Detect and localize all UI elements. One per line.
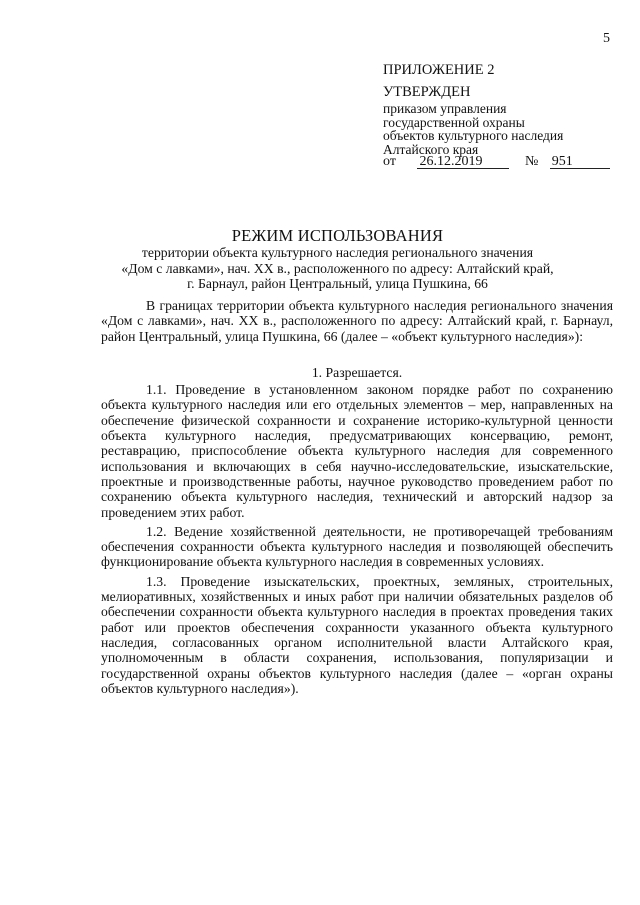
order-number: 951 (550, 155, 610, 169)
approval-line: государственной охраны (383, 114, 525, 130)
approval-line: приказом управления (383, 101, 507, 116)
document-title-block (60, 227, 615, 292)
list-item: 1.2. Ведение хозяйственной деятельности, не противоречащей требованиям обеспечения сохранности объекта культурного наследия и позволяющей обеспечить функционирование объекта культурного наследия в современных условиях. (101, 523, 613, 570)
list-item: 1.1. Проведение в установленном законом порядке работ по сохранению объекта культурного наследия или его отдельных элементов – мер, направленных на обеспечение физической сохранности и сохранение историко-культурной ценности объекта культурного наследия, предусматривающих консервацию, ремонт, реставрацию, приспособление объекта культурного наследия для современного использования и включающих в себя научно-исследовательские, изыскательские, проектные и производственные работы, научное руководство проведением работ по сохранению объекта культурного наследия, технический и авторский надзор за проведением этих работ. (101, 382, 613, 520)
document-body (101, 298, 613, 700)
appendix-label: ПРИЛОЖЕНИЕ 2 (383, 62, 495, 78)
approval-line: Алтайского края (383, 141, 479, 157)
approved-heading: УТВЕРЖДЕН (383, 84, 471, 100)
order-date-number (383, 154, 610, 170)
list-item: 1.3. Проведение изыскательских, проектных, земляных, строительных, мелиоративных, хозяйственных и иных работ при наличии обязательных разделов об обеспечении сохранности объекта культурного наследия в проектах проведения таких работ или проектов обеспечения сохранности указанного объекта культурного наследия, согласованных органом исполнительной власти Алтайского края, уполномоченным в области сохранения, использования, популяризации и государственной охраны объектов культурного наследия (далее – «орган охраны объектов культурного наследия»). (101, 573, 613, 696)
document-title: РЕЖИМ ИСПОЛЬЗОВАНИЯ (231, 226, 444, 245)
order-prefix: от (383, 154, 396, 169)
intro-paragraph: В границах территории объекта культурного наследия регионального значения «Дом с лавками», нач. XX в., расположенного по адресу: Алтайский край, г. Барнаул, район Центральный, улица Пушкина, 66 (далее – «объект культурного наследия»): (101, 298, 613, 344)
document-subtitle-line: территории объекта культурного наследия регионального значения (141, 245, 534, 260)
order-number-sign: № (524, 154, 539, 169)
document-subtitle-line: г. Барнаул, район Центральный, улица Пушкина, 66 (187, 276, 488, 291)
section-heading: 1. Разрешается. (311, 364, 403, 380)
page-number: 5 (603, 31, 610, 46)
order-date: 26.12.2019 (417, 155, 509, 169)
document-subtitle-line: «Дом с лавками», нач. XX в., расположенного по адресу: Алтайский край, (121, 260, 554, 276)
approval-line: объектов культурного наследия (383, 128, 564, 144)
approval-authority (383, 102, 563, 156)
